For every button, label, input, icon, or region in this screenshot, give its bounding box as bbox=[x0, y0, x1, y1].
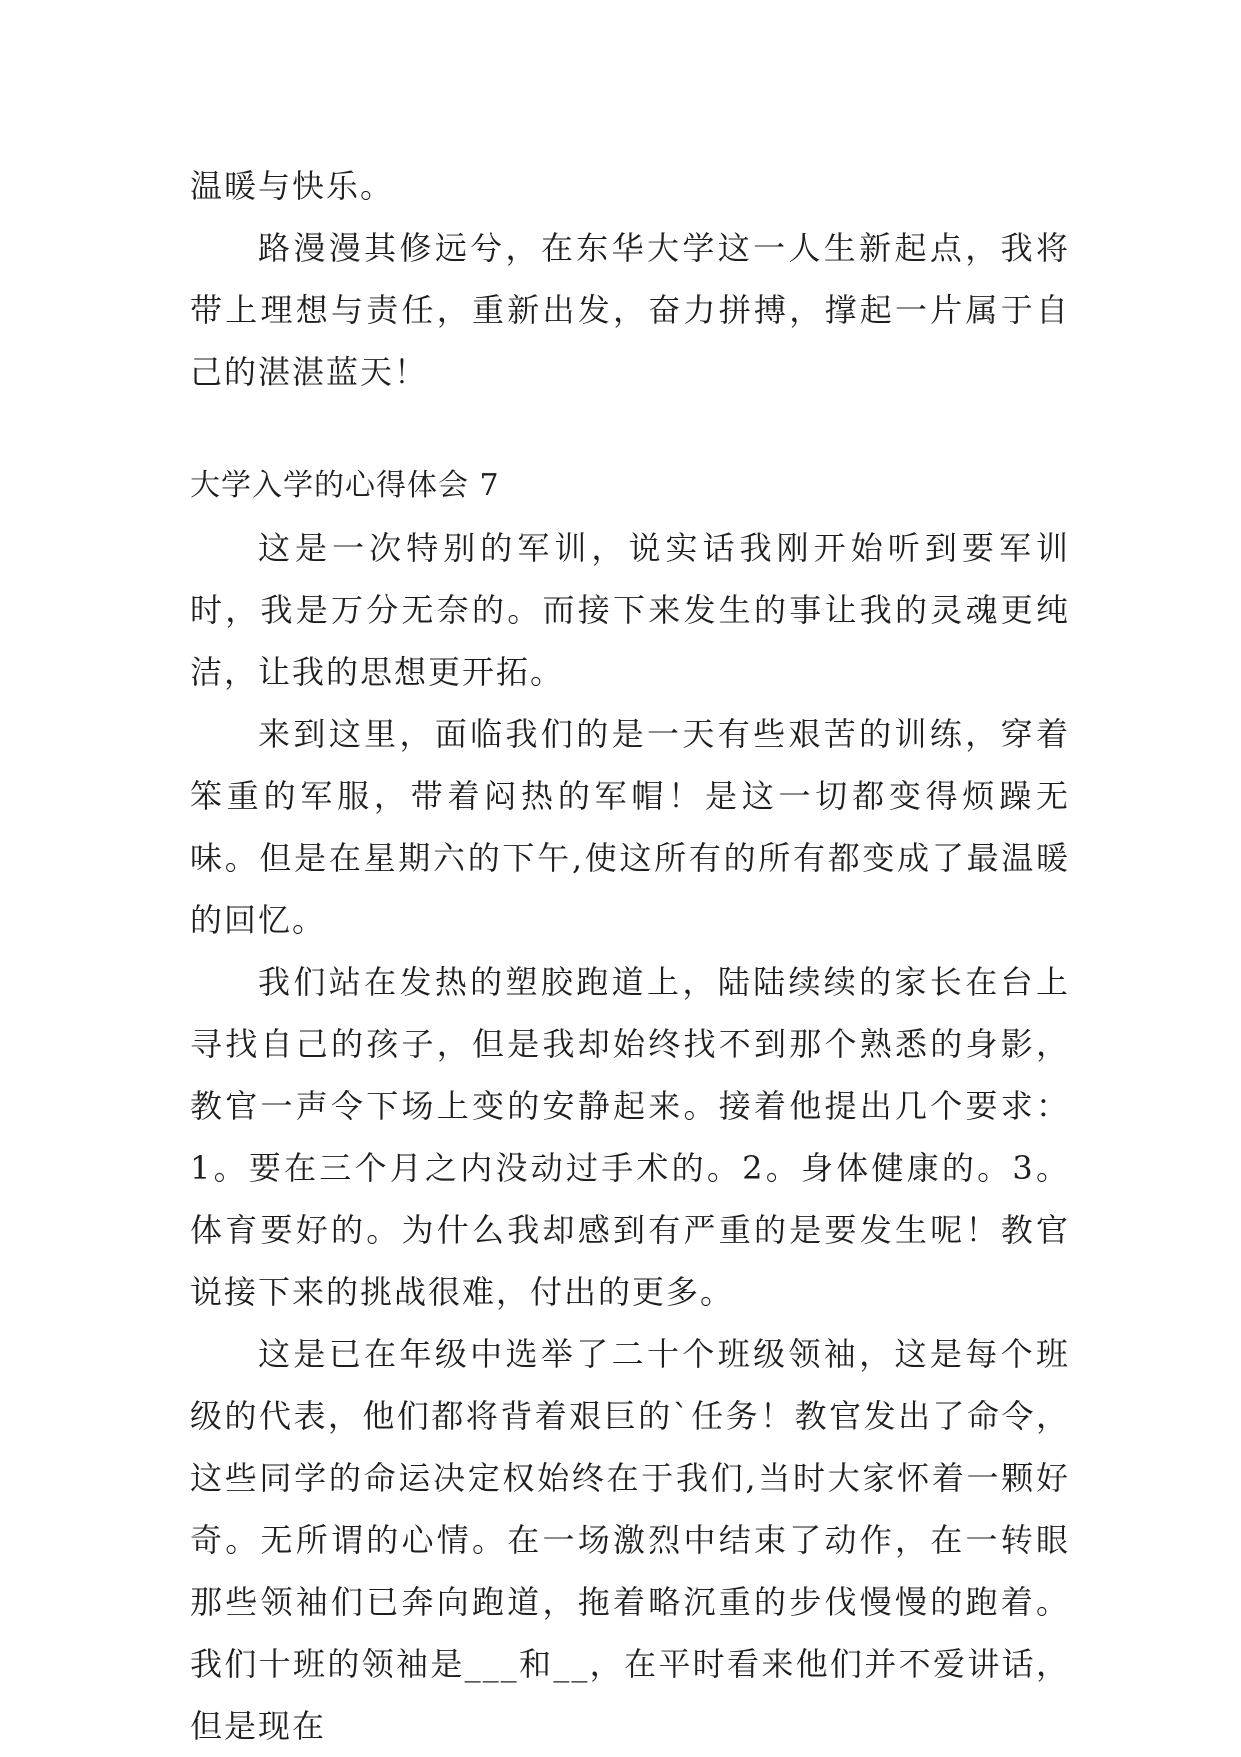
paragraph-military-training-intro: 这是一次特别的军训，说实话我刚开始听到要军训时，我是万分无奈的。而接下来发生的事让我的灵魂更纯洁，让我的思想更开拓。 bbox=[190, 529, 1070, 691]
document-body bbox=[190, 155, 1070, 1757]
paragraph-class-leaders: 这是已在年级中选举了二十个班级领袖，这是每个班级的代表，他们都将背着艰巨的`任务！教官发出了命令，这些同学的命运决定权始终在于我们,当时大家怀着一颗好奇。无所谓的心情。在一场激烈中结束了动作，在一转眼那些领袖们已奔向跑道，拖着略沉重的步伐慢慢的跑着。我们十班的领袖是___和__，在平时看来他们并不爱讲话，但是现在 bbox=[190, 1335, 1070, 1745]
paragraph-closing-line: 温暖与快乐。 bbox=[190, 167, 395, 205]
section-heading: 大学入学的心得体会 7 bbox=[190, 468, 500, 503]
paragraph-resolution: 路漫漫其修远兮，在东华大学这一人生新起点，我将带上理想与责任，重新出发，奋力拼搏，撑起一片属于自己的湛湛蓝天！ bbox=[190, 229, 1070, 391]
paragraph-hard-training: 来到这里，面临我们的是一天有些艰苦的训练，穿着笨重的军服，带着闷热的军帽！是这一切都变得烦躁无味。但是在星期六的下午,使这所有的所有都变成了最温暖的回忆。 bbox=[190, 715, 1070, 939]
paragraph-requirements: 我们站在发热的塑胶跑道上，陆陆续续的家长在台上寻找自己的孩子，但是我却始终找不到那个熟悉的身影，教官一声令下场上变的安静起来。接着他提出几个要求：1。要在三个月之内没动过手术的。2。身体健康的。3。体育要好的。为什么我却感到有严重的是要发生呢！教官说接下来的挑战很难，付出的更多。 bbox=[190, 963, 1070, 1311]
